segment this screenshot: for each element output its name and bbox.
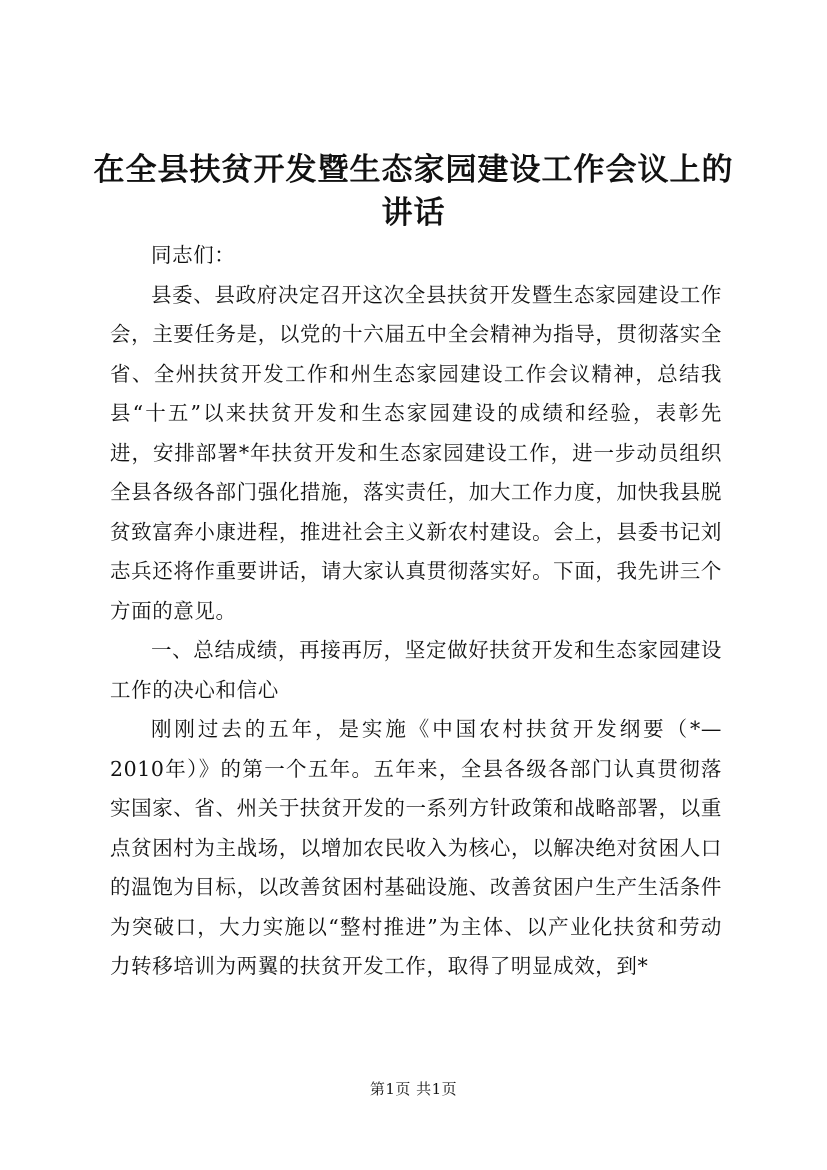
document-title-line-2: 讲话 xyxy=(381,195,446,231)
paragraph-intro: 县委、县政府决定召开这次全县扶贫开发暨生态家园建设工作会，主要任务是，以党的十六届五中全会精神为指导，贯彻落实全省、全州扶贫开发工作和州生态家园建设工作会议精神，总结我县“十五”以来扶贫开发和生态家园建设的成绩和经验，表彰先进，安排部署*年扶贫开发和生态家园建设工作，进一步动员组织全县各级各部门强化措施，落实责任，加大工作力度，加快我县脱贫致富奔小康进程，推进社会主义新农村建设。会上，县委书记刘志兵还将作重要讲话，请大家认真贯彻落实好。下面，我先讲三个方面的意见。 xyxy=(110,282,722,623)
document-title-line-1: 在全县扶贫开发暨生态家园建设工作会议上的 xyxy=(93,152,734,188)
paragraph-review: 刚刚过去的五年，是实施《中国农村扶贫开发纲要（*—2010年）》的第一个五年。五年来，全县各级各部门认真贯彻落实国家、省、州关于扶贫开发的一系列方针政策和战略部署，以重点贫困村为主战场，以增加农民收入为核心，以解决绝对贫困人口的温饱为目标，以改善贫困村基础设施、改善贫困户生产生活条件为突破口，大力实施以“整村推进”为主体、以产业化扶贫和劳动力转移培训为两翼的扶贫开发工作，取得了明显成效，到* xyxy=(110,717,722,978)
document-body xyxy=(110,236,722,987)
salutation: 同志们： xyxy=(151,243,236,267)
page-footer: 第1页 共1页 xyxy=(369,1080,458,1098)
section-heading-1: 一、总结成绩，再接再厉，坚定做好扶贫开发和生态家园建设工作的决心和信心 xyxy=(110,638,722,702)
